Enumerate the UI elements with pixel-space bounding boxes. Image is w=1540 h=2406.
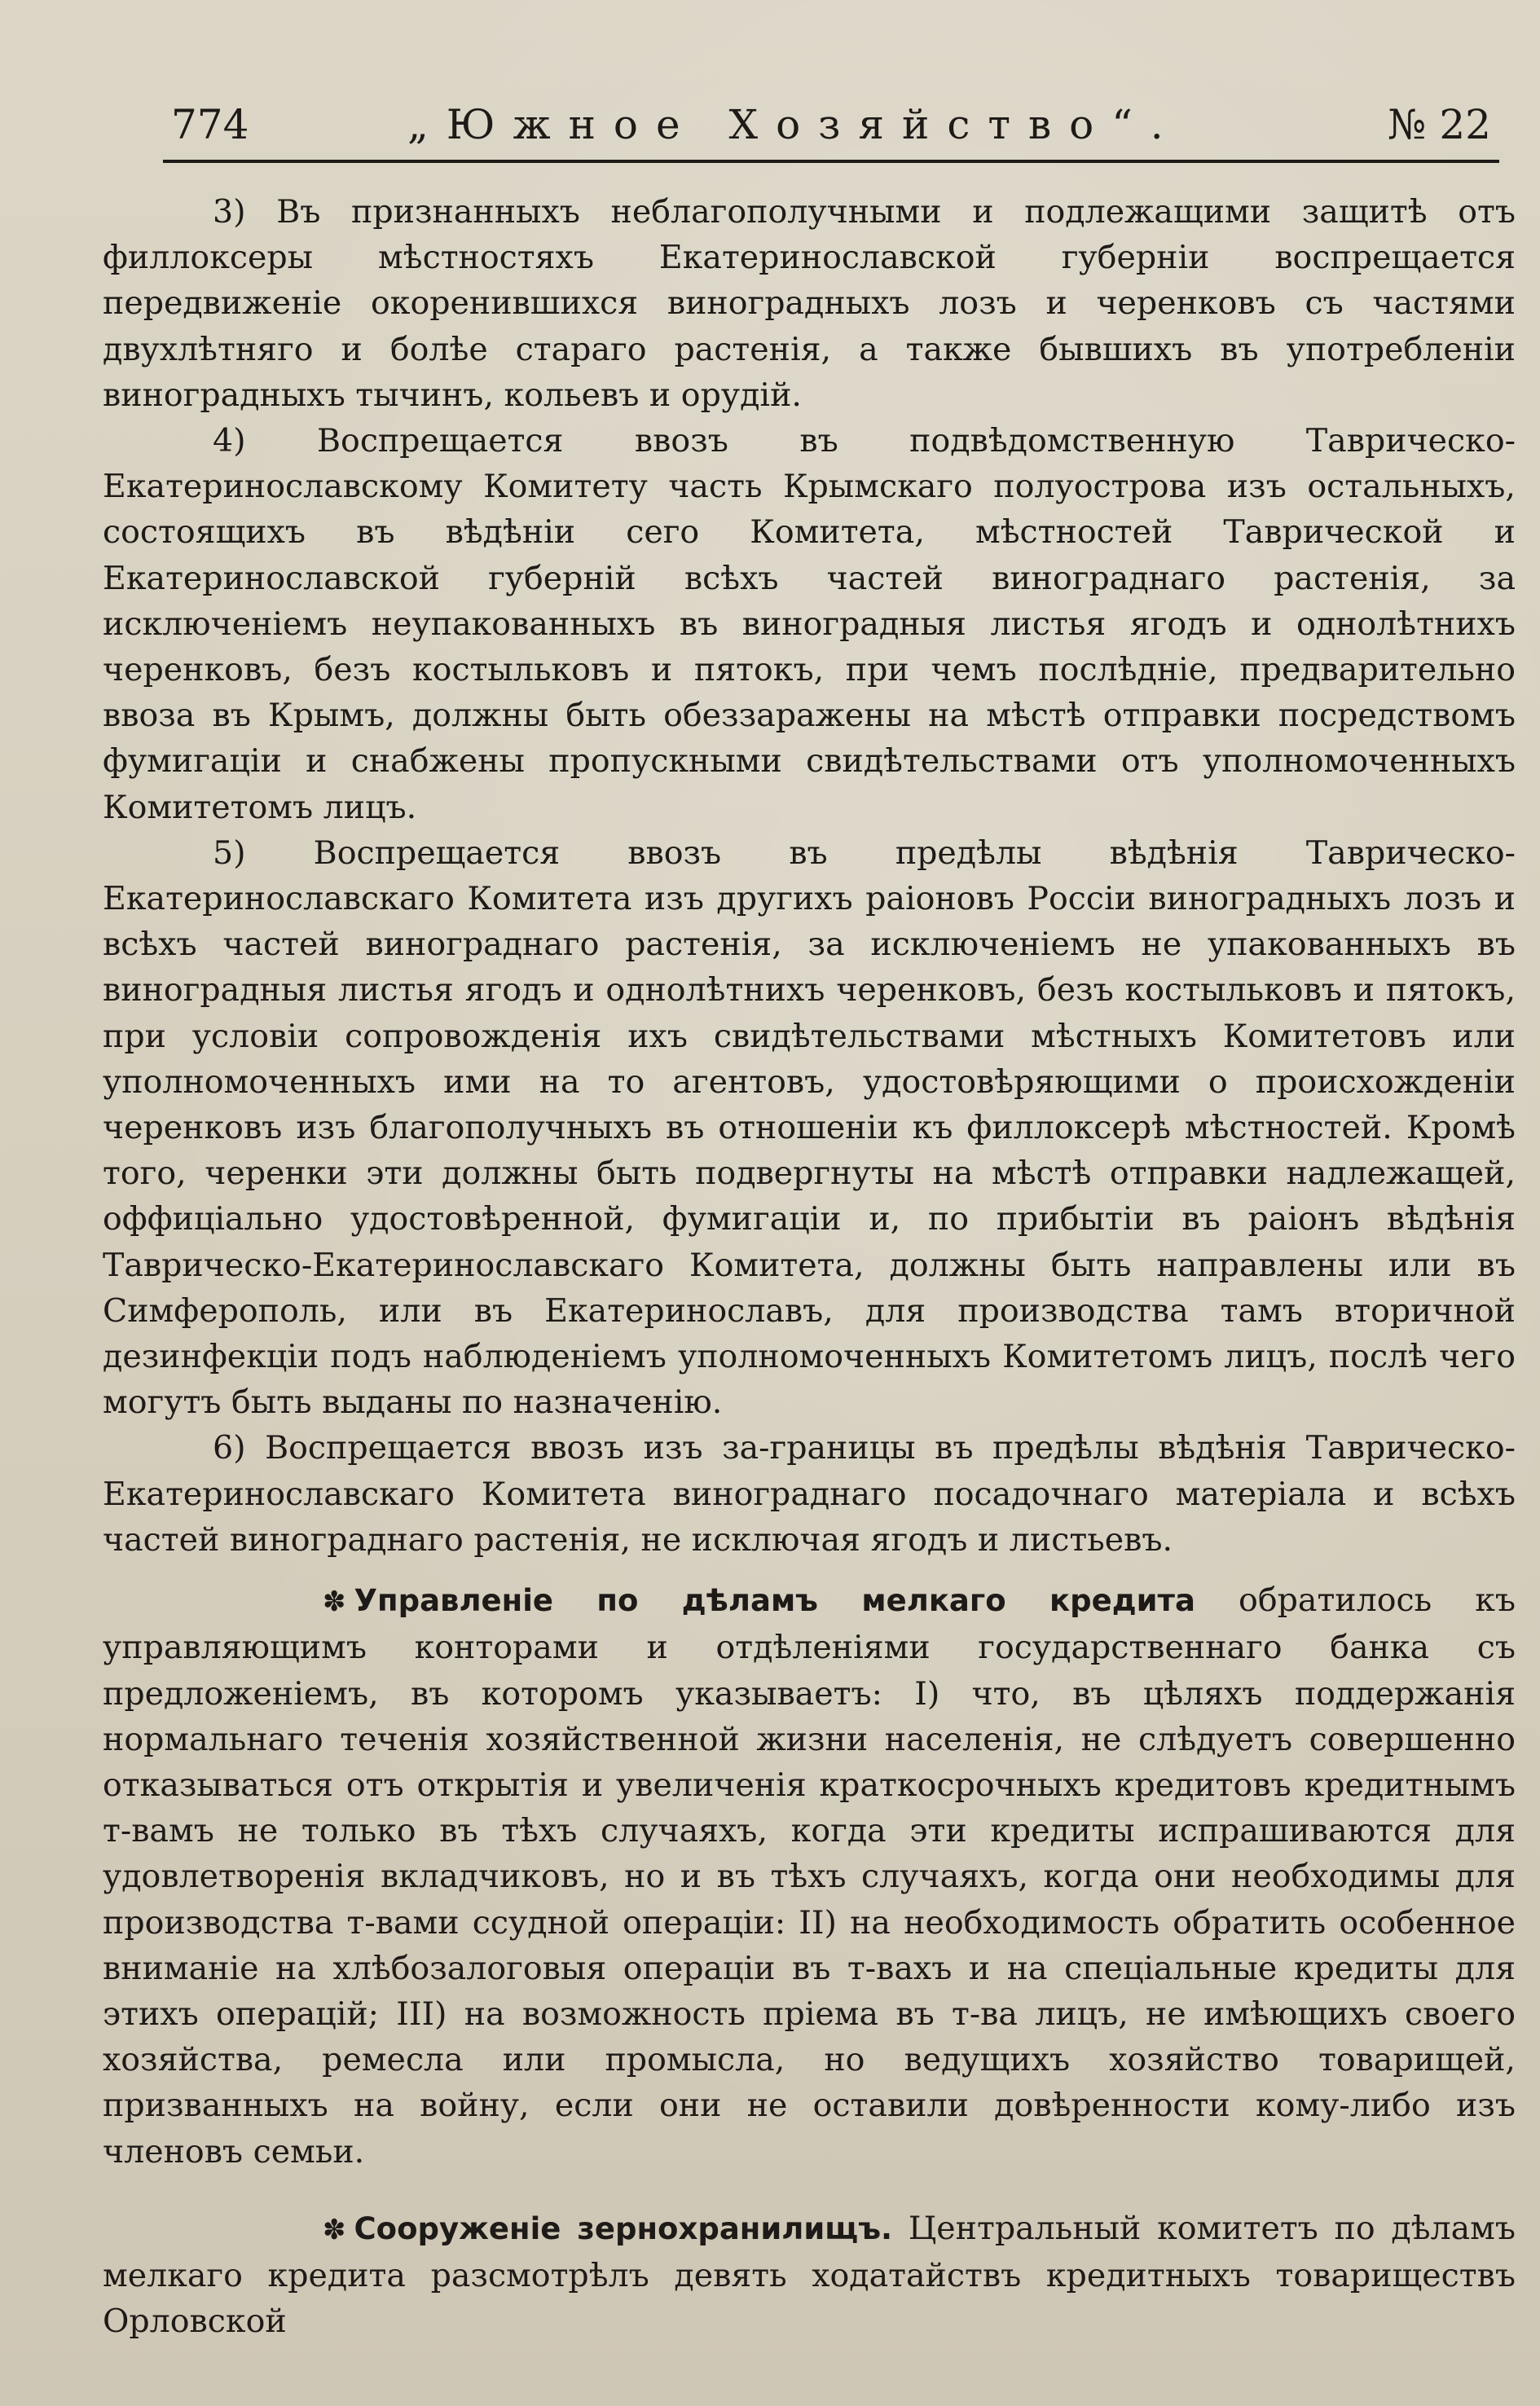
news-heading-credit: Управленіе по дѣламъ мелкаго кредита (354, 1583, 1195, 1619)
page-number: 774 (171, 101, 249, 148)
header-rule (163, 160, 1499, 163)
asterism-icon: ✽ (323, 1586, 346, 1619)
news-item-granaries (103, 2206, 1516, 2345)
news-text-credit: обратилось къ управляющимъ конторами и отдѣленіями государственнаго банка съ предложеніемъ, въ которомъ указываетъ: I) что, въ цѣляхъ поддержанія нормальнаго теченія хозяйственной жизни населенія, не слѣдуетъ совершенно отказываться отъ открытія и увеличенія краткосрочныхъ кредитовъ кредитнымъ т-вамъ не только въ тѣхъ случаяхъ, когда эти кредиты испрашиваются для удовлетворенія вкладчиковъ, но и въ тѣхъ случаяхъ, когда они необходимы для производства т-вами ссудной операціи: II) на необходимость обратить особенное вниманіе на хлѣбозалоговыя операціи въ т-вахъ и на спеціальные кредиты для этихъ операцій; III) на возможность пріема въ т-ва лицъ, не имѣющихъ своего хозяйства, ремесла или промысла, но ведущихъ хозяйство товарищей, призванныхъ на войну, если они не оставили довѣренности кому-либо изъ членовъ семьи. (103, 1581, 1516, 2171)
news-heading-granaries: Сооруженіе зернохранилищъ. (354, 2210, 893, 2246)
paragraph-3: 3) Въ признанныхъ неблагополучными и подлежащими защитѣ отъ филлоксеры мѣстностяхъ Екатеринославской губерніи воспрещается передвиженіе окоренившихся виноградныхъ лозъ и черенковъ съ частями двухлѣтняго и болѣе стараго растенія, а также бывшихъ въ употребленіи виноградныхъ тычинъ, кольевъ и орудій. (103, 193, 1516, 414)
news-item-credit (103, 1577, 1516, 2175)
asterism-icon: ✽ (323, 2213, 346, 2246)
news-text-granaries: Центральный комитетъ по дѣламъ мелкаго кредита разсмотрѣлъ девять ходатайствъ кредитныхъ товариществъ Орловской (103, 2209, 1516, 2341)
page-header (163, 96, 1499, 153)
journal-title: „Южное Хозяйство“. (407, 101, 1181, 148)
paragraph-5: 5) Воспрещается ввозъ въ предѣлы вѣдѣнія Таврическо-Екатеринославскаго Комитета изъ другихъ раіоновъ Россіи виноградныхъ лозъ и всѣхъ частей винограднаго растенія, за исключеніемъ не упакованныхъ въ виноградныя листья ягодъ и однолѣтнихъ черенковъ, безъ костыльковъ и пятокъ, при условіи сопровожденія ихъ свидѣтельствами мѣстныхъ Комитетовъ или уполномоченныхъ ими на то агентовъ, удостовѣряющими о происхожденіи черенковъ изъ благополучныхъ въ отношеніи къ филлоксерѣ мѣстностей. Кромѣ того, черенки эти должны быть подвергнуты на мѣстѣ отправки надлежащей, оффиціально удостовѣренной, фумигаціи и, по прибытіи въ раіонъ вѣдѣнія Таврическо-Екатеринославскаго Комитета, должны быть направлены или въ Симферополь, или въ Екатеринославъ, для производства тамъ вторичной дезинфекціи подъ наблюденіемъ уполномоченныхъ Комитетомъ лицъ, послѣ чего могутъ быть выданы по назначенію. (103, 834, 1516, 1422)
issue-number: № 22 (1388, 101, 1491, 148)
article-body (103, 189, 1516, 2344)
paragraph-4: 4) Воспрещается ввозъ въ подвѣдомственную Таврическо-Екатеринославскому Комитету часть Крымскаго полуострова изъ остальныхъ, состоящихъ въ вѣдѣніи сего Комитета, мѣстностей Таврической и Екатеринославской губерній всѣхъ частей винограднаго растенія, за исключеніемъ неупакованныхъ въ виноградныя листья ягодъ и однолѣтнихъ черенковъ, безъ костыльковъ и пятокъ, при чемъ послѣдніе, предварительно ввоза въ Крымъ, должны быть обеззаражены на мѣстѣ отправки посредствомъ фумигаціи и снабжены пропускными свидѣтельствами отъ уполномоченныхъ Комитетомъ лицъ. (103, 422, 1516, 826)
paragraph-6: 6) Воспрещается ввозъ изъ за-границы въ предѣлы вѣдѣнія Таврическо-Екатеринославскаго Комитета винограднаго посадочнаго матеріала и всѣхъ частей винограднаго растенія, не исключая ягодъ и листьевъ. (103, 1429, 1516, 1559)
